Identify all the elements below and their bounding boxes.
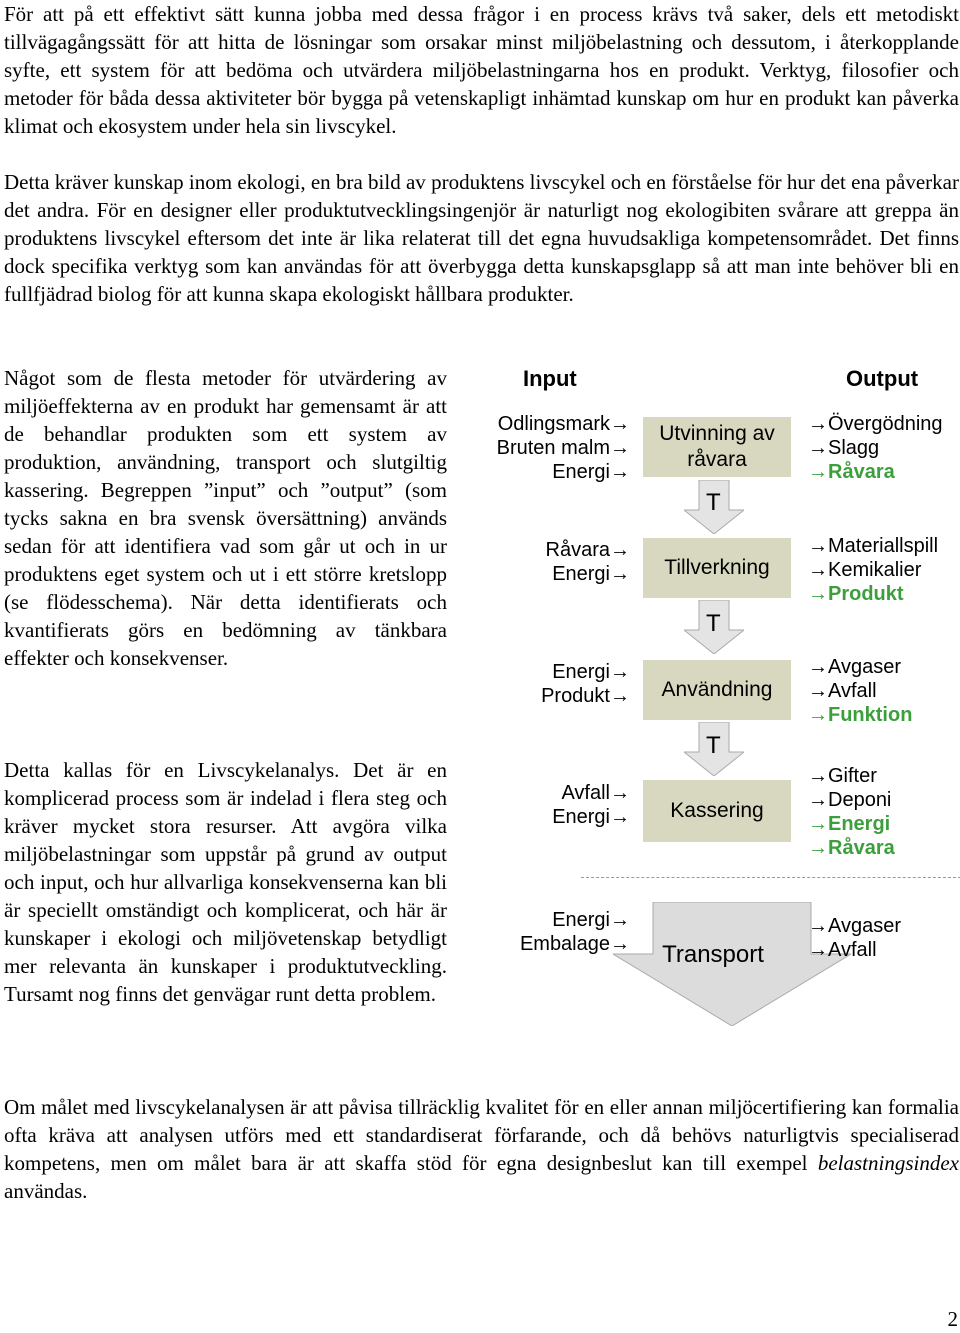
output-item: →Avfall xyxy=(808,939,877,961)
input-item: Avfall→ xyxy=(561,782,630,804)
output-item: →Avfall xyxy=(808,680,877,702)
output-item: →Deponi xyxy=(808,789,892,811)
input-item: Odlingsmark→ xyxy=(497,413,630,435)
input-header: Input xyxy=(523,366,577,391)
output-item: →Avgaser xyxy=(808,656,902,678)
output-item: →Slagg xyxy=(808,437,880,459)
stage-outputs xyxy=(808,764,895,860)
stage-inputs xyxy=(497,412,630,484)
output-item: →Funktion xyxy=(808,704,913,726)
arrow-label: T xyxy=(706,732,721,759)
stage-box-usage: Användning xyxy=(643,660,791,720)
output-item: →Produkt xyxy=(808,583,904,605)
stage-outputs xyxy=(808,655,912,727)
page-number: 2 xyxy=(947,1307,958,1331)
output-item: →Råvara xyxy=(808,837,895,859)
input-item: Energi→ xyxy=(552,563,630,585)
certification-text: Om målet med livscykelanalysen är att påvisa tillräcklig kvalitet för en eller annan miljöcertifiering kan formalia ofta kräva att analysen utförs med ett standardiserat förfarande, och då behövs naturligtvis specialiserad kompetens, men om målet bara är att skaffa stöd för egna designbeslut kan till exempel xyxy=(4,1095,959,1175)
arrow-label: T xyxy=(706,610,721,637)
stage-inputs xyxy=(552,781,630,829)
input-item: Bruten malm→ xyxy=(496,437,630,459)
certification-paragraph xyxy=(4,1093,959,1205)
output-item: →Energi xyxy=(808,813,891,835)
input-item: Energi→ xyxy=(552,461,630,483)
stage-box-extraction: Utvinning av råvara xyxy=(643,417,791,477)
stage-box-disposal: Kassering xyxy=(643,780,791,842)
lca-paragraph: Detta kallas för en Livscykelanalys. Det är en komplicerad process som är indelad i flera steg och kräver mycket stora resurser. Att avgöra vilka miljöbelastningar som uppstår på grund av output och input, och hur allvarliga konsekvenserna kan bli är speciellt omständigt och komplicerat, och här är kunskaper i ekologi och miljövetenskap betydligt mer relevanta än kunskaper i produktutveckling. Tursamt nog finns det genvägar runt detta problem. xyxy=(4,758,447,1006)
stage-inputs xyxy=(541,660,630,708)
stage-box-manufacturing: Tillverkning xyxy=(643,538,791,598)
certification-text-end: användas. xyxy=(4,1179,88,1203)
stage-transport: Transport xyxy=(662,941,764,968)
output-item: →Kemikalier xyxy=(808,559,922,581)
ecology-paragraph: Detta kräver kunskap inom ekologi, en bra bild av produktens livscykel och en förståelse för hur det ena påverkar det andra. För en designer eller produktutvecklingsingenjör är naturligt nog ekologibiten svårare att greppa än produktens livscykel eftersom det inte är lika relaterat till det egna huvudsakliga kompetensområdet. Det finns dock specifika verktyg som kan användas för att överbygga detta kunskapsglapp så att man inte behöver bli en fullfjädrad biolog för att kunna skapa ekologiskt hållbara produkter. xyxy=(4,170,959,306)
emphasis-term: belastningsindex xyxy=(817,1151,959,1175)
transport-outputs xyxy=(808,914,901,962)
system-paragraph: Något som de flesta metoder för utvärdering av miljöeffekterna av en produkt har gemensamt är att de behandlar produkten som ett system av produktion, användning, transport och slutgiltig kassering. Begreppen ”input” och ”output” (som tycks sakna en bra svensk översättning) används sedan för att identifiera vad som går ut och in ur produktens eget system och ut i ett större kretslopp (se flödesschema). När detta identifierats och kvantifierats görs en bedömning av tänkbara effekter och konsekvenser. xyxy=(4,366,447,670)
arrow-label: T xyxy=(706,489,721,516)
transport-separator xyxy=(581,877,960,878)
input-item: Råvara→ xyxy=(545,539,630,561)
input-item: Energi→ xyxy=(552,661,630,683)
input-item: Energi→ xyxy=(552,909,630,931)
output-item: →Materiallspill xyxy=(808,535,939,557)
output-item: →Gifter xyxy=(808,765,877,787)
output-item: →Avgaser xyxy=(808,915,902,937)
input-item: Embalage→ xyxy=(519,933,630,955)
output-item: →Råvara xyxy=(808,461,895,483)
stage-outputs xyxy=(808,412,943,484)
input-item: Energi→ xyxy=(552,806,630,828)
transport-inputs xyxy=(520,908,630,956)
stage-outputs xyxy=(808,534,938,606)
output-item: →Övergödning xyxy=(808,413,943,435)
lifecycle-flow-diagram xyxy=(478,360,960,1040)
output-header: Output xyxy=(846,366,919,391)
intro-paragraph: För att på ett effektivt sätt kunna jobba med dessa frågor i en process krävs två saker, dels ett metodiskt tillvägagångssätt för att hitta de lösningar som orsakar minst miljöbelastning och dessutom, i återkopplande syfte, ett system för att bedöma och utvärdera miljöbelastningarna hos en produkt. Verktyg, filosofier och metoder för båda dessa aktiviteter bör bygga på vetenskapligt inhämtad kunskap om hur en produkt kan påverka klimat och ekosystem under hela sin livscykel. xyxy=(4,2,959,138)
input-item: Produkt→ xyxy=(541,685,630,707)
stage-inputs xyxy=(546,538,630,586)
